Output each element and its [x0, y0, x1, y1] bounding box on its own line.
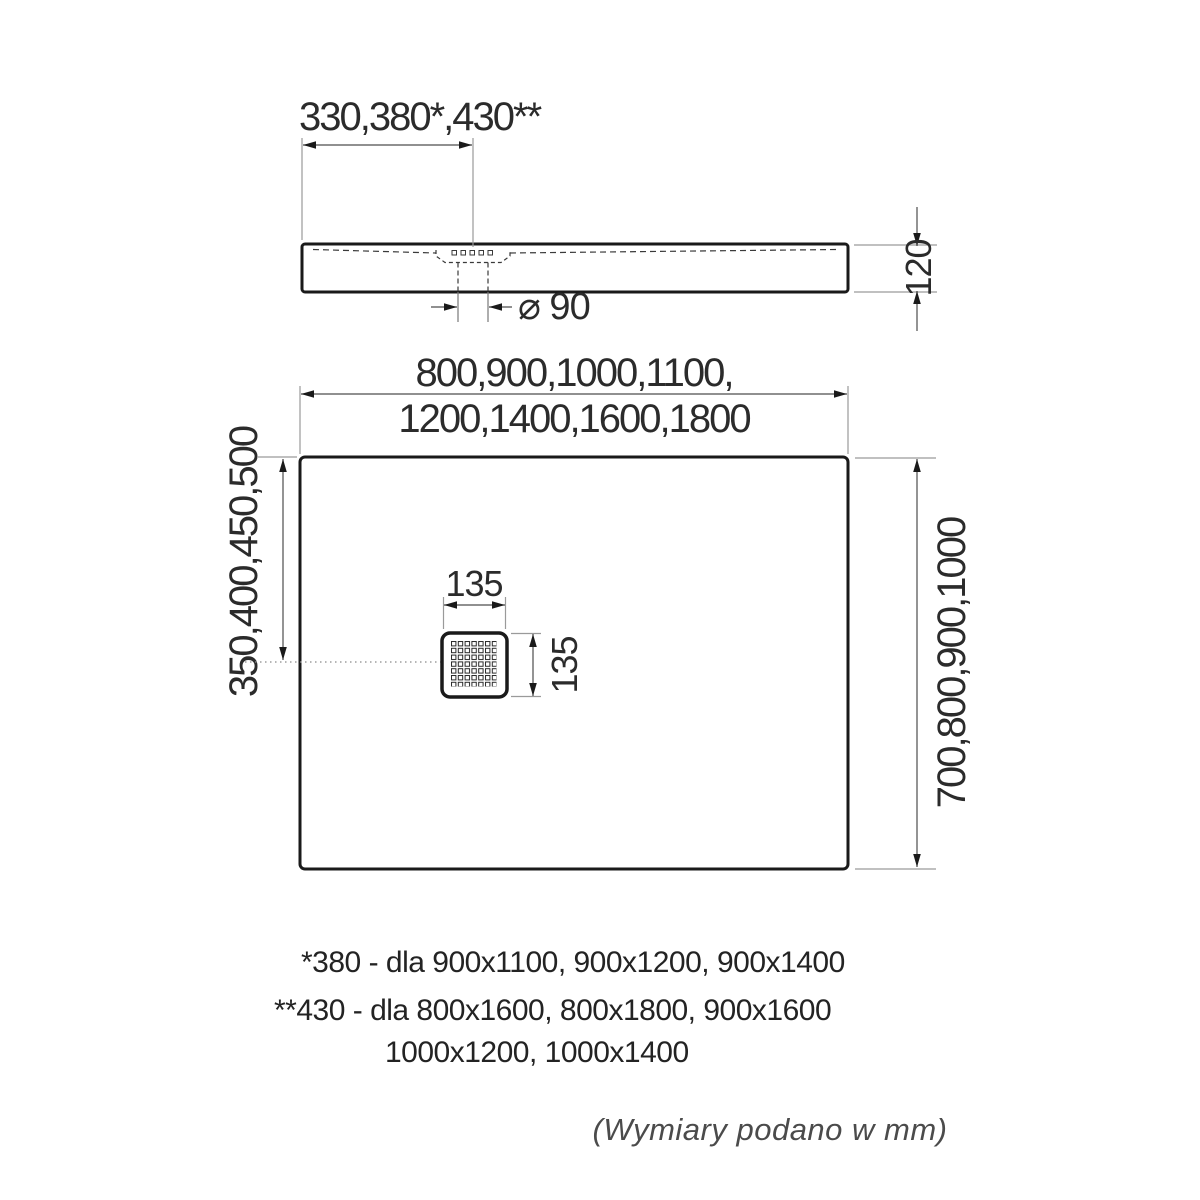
diameter-dim-arrow-right — [489, 303, 502, 311]
width-dim-arrow-left — [301, 390, 314, 398]
plan-offset-dim-label: 350,400,450,500 — [222, 426, 266, 698]
height-dim-arrow-bottom — [913, 854, 921, 867]
footnote-line-2: **430 - dla 800x1600, 800x1800, 900x1600 — [274, 994, 832, 1027]
width-dim-arrow-right — [834, 390, 847, 398]
side-view — [299, 95, 939, 331]
width-dim-label-line2: 1200,1400,1600,1800 — [398, 397, 750, 441]
plan-offset-dim-arrow-top — [279, 459, 287, 472]
units-note: (Wymiary podano w mm) — [592, 1112, 948, 1147]
diameter-dim-arrow-left — [444, 303, 457, 311]
offset-dim-arrow-right — [459, 141, 472, 149]
offset-dim-label: 330,380*,430** — [299, 95, 541, 139]
plan-view — [222, 351, 974, 869]
height-dim-arrow-top — [913, 459, 921, 472]
drain-width-label: 135 — [445, 563, 503, 604]
height-dim-label: 700,800,900,1000 — [930, 517, 974, 809]
footnotes — [274, 946, 845, 1069]
plan-offset-dim-arrow-bottom — [279, 647, 287, 660]
footnote-line-1: *380 - dla 900x1100, 900x1200, 900x1400 — [301, 946, 845, 979]
drain-grate-grid — [451, 641, 497, 687]
footnote-line-3: 1000x1200, 1000x1400 — [385, 1036, 689, 1069]
offset-dim-arrow-left — [303, 141, 316, 149]
diameter-dim-label: ⌀ 90 — [518, 286, 590, 328]
width-dim-label-line1: 800,900,1000,1100, — [415, 351, 733, 395]
drain-height-label: 135 — [544, 636, 585, 694]
thickness-dim-label: 120 — [898, 239, 939, 297]
